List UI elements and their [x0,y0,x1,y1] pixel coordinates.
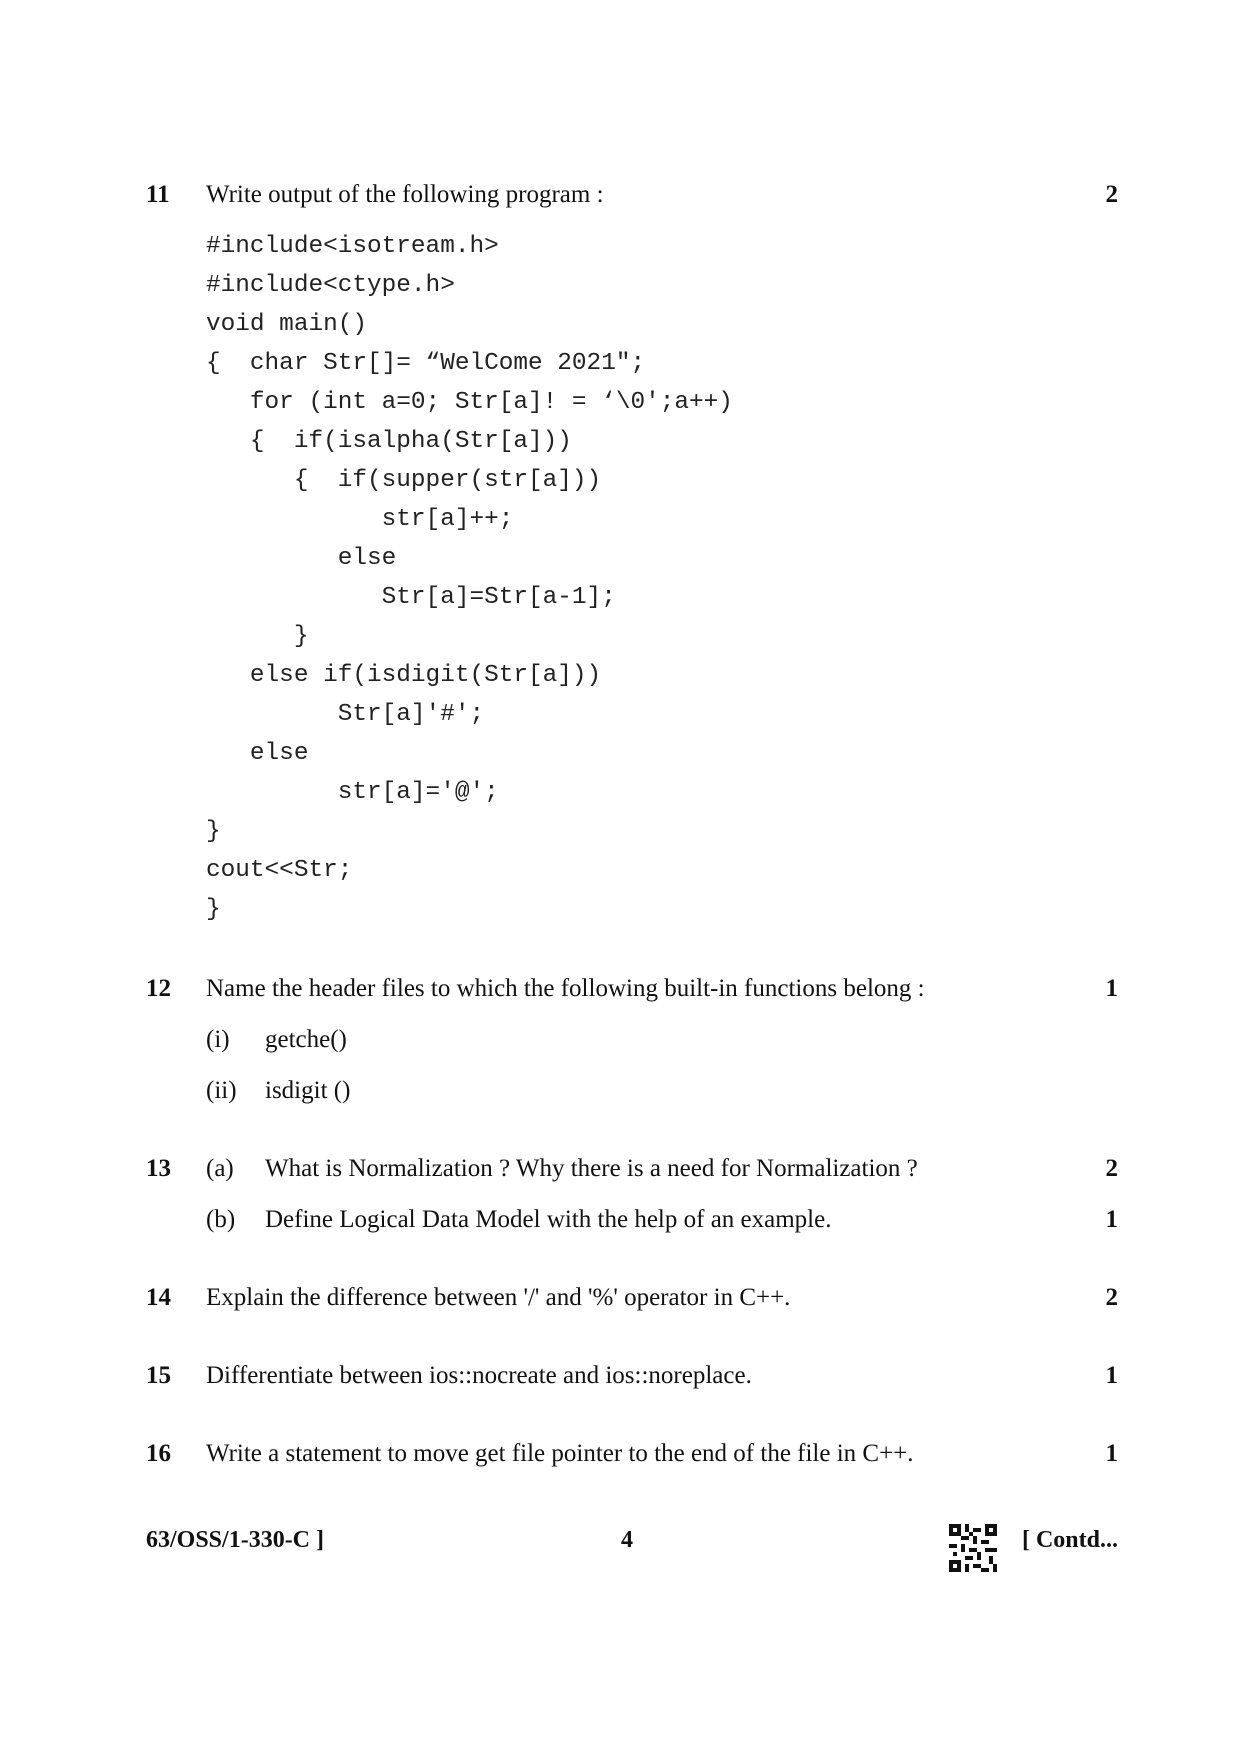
question-text-16: Write a statement to move get file pointer to the end of the file in C++. [206,1440,914,1467]
code-line: for (int a=0; Str[a]! = ‘\0';a++) [206,389,733,416]
marks-15: 1 [1105,1362,1118,1389]
code-line: { char Str[]= “WelCome 2021"; [206,350,646,377]
item-text: getche() [265,1026,347,1053]
part-label: (b) [206,1206,236,1233]
question-text-14: Explain the difference between '/' and '%' operator in C++. [206,1284,791,1311]
code-line: else [206,545,397,572]
question-number-14: 14 [146,1284,171,1311]
marks-13b: 1 [1105,1206,1118,1233]
code-line: #include<isotream.h> [206,233,499,260]
question-number-16: 16 [146,1440,171,1467]
paper-code: 63/OSS/1-330-C ] [146,1527,325,1553]
question-text-11: Write output of the following program : [206,181,604,208]
question-text-12: Name the header files to which the following built-in functions belong : [206,975,925,1002]
question-text-15: Differentiate between ios::nocreate and ios::noreplace. [206,1362,752,1389]
code-line: #include<ctype.h> [206,272,455,299]
part-text: What is Normalization ? Why there is a need for Normalization ? [265,1155,918,1182]
question-number-11: 11 [146,181,170,208]
item-label: (i) [206,1026,230,1053]
code-line: str[a]='@'; [206,779,499,806]
code-line: else [206,740,309,767]
marks-12: 1 [1105,975,1118,1002]
marks-16: 1 [1105,1440,1118,1467]
code-block [206,227,733,929]
part-text: Define Logical Data Model with the help of an example. [265,1206,832,1233]
code-line: } [206,818,221,845]
item-label: (ii) [206,1077,237,1104]
code-line: cout<<Str; [206,857,353,884]
item-text: isdigit () [265,1077,351,1104]
code-line: void main() [206,311,368,338]
question-number-13: 13 [146,1155,171,1182]
part-label: (a) [206,1155,234,1182]
question-number-15: 15 [146,1362,171,1389]
continued-label: [ Contd... [1021,1527,1118,1553]
code-line: { if(supper(str[a])) [206,467,602,494]
marks-13a: 2 [1105,1155,1118,1182]
code-line: } [206,623,309,650]
page-number: 4 [621,1527,633,1553]
code-line: str[a]++; [206,506,514,533]
code-line: Str[a]=Str[a-1]; [206,584,616,611]
code-line: else if(isdigit(Str[a])) [206,662,602,689]
marks-14: 2 [1105,1284,1118,1311]
code-line: Str[a]'#'; [206,701,485,728]
code-line: { if(isalpha(Str[a])) [206,428,572,455]
code-line: } [206,896,221,923]
marks-11: 2 [1105,181,1118,208]
question-number-12: 12 [146,975,171,1002]
qr-code-icon [949,1524,997,1572]
